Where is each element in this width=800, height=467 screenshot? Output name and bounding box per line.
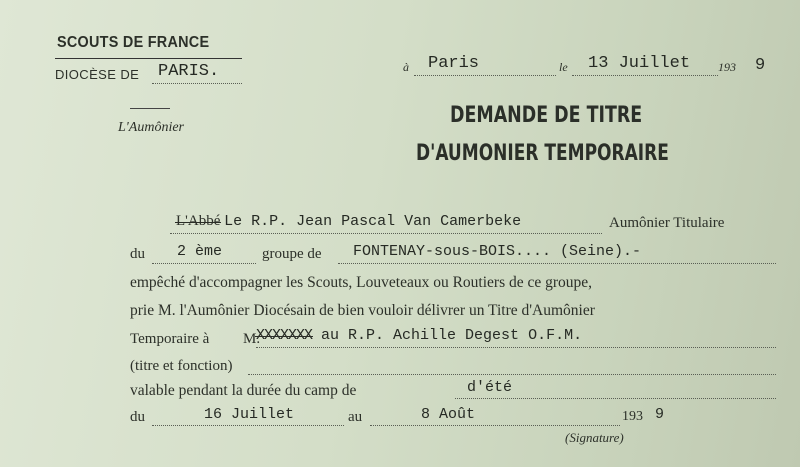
end-date: 8 Août bbox=[421, 406, 476, 423]
start-date-dots bbox=[152, 425, 344, 426]
diocese-value: PARIS. bbox=[158, 62, 220, 81]
date-year-digit: 9 bbox=[755, 56, 766, 75]
date-year-prefix: 193 bbox=[718, 60, 736, 74]
form-title-line1: DEMANDE DE TITRE bbox=[450, 103, 643, 128]
du2-label: du bbox=[130, 409, 145, 425]
org-name: SCOUTS DE FRANCE bbox=[57, 34, 210, 51]
recipient-dots bbox=[256, 347, 776, 348]
end-date-dots bbox=[370, 425, 620, 426]
place-city: Paris bbox=[428, 54, 480, 73]
titre-fonction-dots bbox=[248, 374, 776, 375]
recipient-name: au R.P. Achille Degest O.F.M. bbox=[321, 327, 583, 344]
date-dots bbox=[572, 75, 718, 76]
group-number-dots bbox=[152, 263, 256, 264]
group-location: FONTENAY-sous-BOIS.... (Seine).- bbox=[353, 243, 642, 260]
struck-x-text: XXXXXXX bbox=[256, 327, 313, 344]
sentence-line4: prie M. l'Aumônier Diocésain de bien vouloir délivrer un Titre d'Aumônier bbox=[130, 302, 595, 319]
sentence-line3: empêché d'accompagner les Scouts, Louveteaux ou Routiers de ce groupe, bbox=[130, 274, 593, 291]
camp-type-dots bbox=[455, 398, 776, 399]
org-underline bbox=[55, 58, 242, 59]
struck-abbe: L'Abbé bbox=[176, 213, 221, 229]
titre-fonction-label: (titre et fonction) bbox=[130, 358, 233, 374]
role-label: L'Aumônier bbox=[118, 120, 184, 135]
valable-label: valable pendant la durée du camp de bbox=[130, 382, 357, 399]
m-label: M. bbox=[243, 331, 261, 347]
chaplain-name: Le R.P. Jean Pascal Van Camerbeke bbox=[224, 213, 522, 230]
end-year-digit: 9 bbox=[655, 406, 665, 423]
form-title-line2: D'AUMONIER TEMPORAIRE bbox=[416, 141, 669, 166]
signature-label: (Signature) bbox=[565, 430, 624, 445]
chaplain-title: Aumônier Titulaire bbox=[609, 215, 725, 231]
group-number: 2 ème bbox=[177, 243, 223, 260]
diocese-dots bbox=[152, 83, 242, 84]
chaplain-line bbox=[176, 213, 521, 230]
group-location-dots bbox=[338, 263, 776, 264]
end-year-prefix: 193 bbox=[622, 409, 643, 424]
chaplain-dots bbox=[170, 233, 602, 234]
au-label: au bbox=[348, 409, 363, 425]
date-value: 13 Juillet bbox=[588, 54, 691, 73]
temporaire-label: Temporaire à bbox=[130, 331, 210, 347]
place-a-label: à bbox=[403, 60, 409, 74]
du-label: du bbox=[130, 246, 145, 262]
header-separator bbox=[130, 108, 170, 109]
start-date: 16 Juillet bbox=[204, 406, 295, 423]
camp-type: d'été bbox=[467, 379, 513, 396]
recipient-line bbox=[256, 327, 582, 344]
groupe-de-label: groupe de bbox=[262, 246, 322, 262]
date-le-label: le bbox=[559, 60, 568, 74]
diocese-label: DIOCÈSE DE bbox=[55, 67, 140, 82]
place-city-dots bbox=[414, 75, 556, 76]
